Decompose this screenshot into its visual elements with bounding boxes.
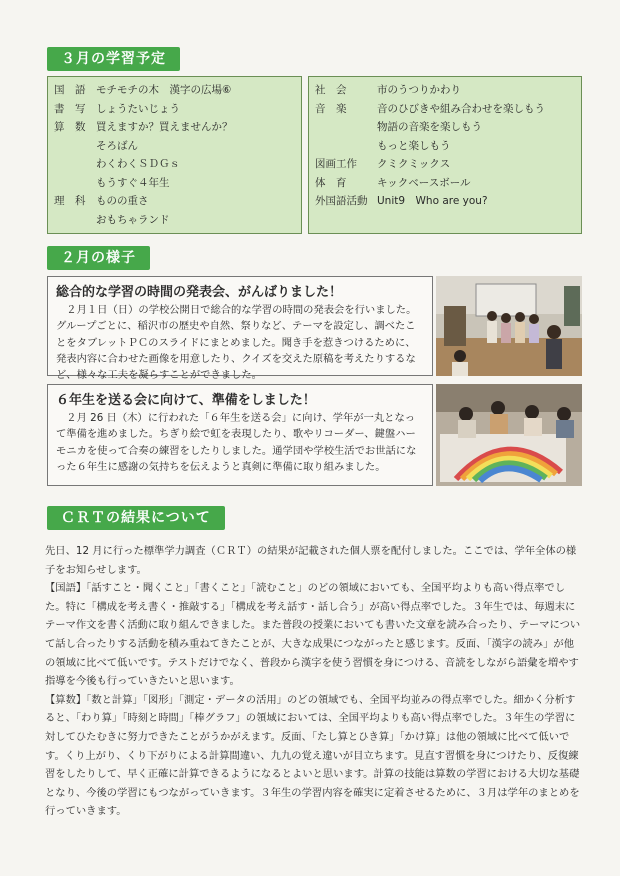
subject-label [54,155,96,174]
subject-label: 算 数 [54,121,86,133]
crt-japanese-paragraph: 【国語】「話すこと・聞くこと」「書くこと」「読むこと」のどの領域においても、全国平均よりも高い得点率でした。特に「構成を考え書く・推敲する」「構成を考え話す・話し合う」が高い得点率でした。３年生では、毎週末にテーマ作文を書く活動に取り組んできました。また普段の授業においても書いた文章を読み合ったり、テーマについて話し合ったりする活動を積み重ねてきたことが、大きな成果につながったと感じます。反面、「漢字の読み」が他の領域に比べて低いです。テストだけでなく、普段から漢字を使う習慣を身につける、音読をしながら語彙を増やす指導を今後も行っていきたいと思います。 [45,582,581,688]
subject-label: 書 写 [54,102,86,115]
march-plan-left-box [47,76,302,234]
plan-row [54,118,295,137]
plan-row [315,100,575,119]
plan-row [315,174,575,193]
subject-topic: もっと楽しもう [377,139,451,152]
plan-row [315,137,575,156]
plan-row [315,118,575,137]
march-plan-title: ３月の学習予定 [47,47,180,71]
subject-label: 理 科 [54,195,86,207]
classroom-presentation-image [436,276,582,376]
crt-intro-paragraph: 先日、12 月に行った標準学力調査（ＣＲＴ）の結果が記載された個人票を配付しました。ここでは、学年全体の様子をお知らせします。 [45,545,577,576]
subject-label: 体 育 [315,176,347,189]
subject-topic: しょうたいじょう [96,102,180,115]
subject-topic: おもちゃランド [96,213,170,226]
subject-label [315,118,377,137]
rainbow-artwork-image [436,384,582,486]
crt-math-paragraph: 【算数】「数と計算」「図形」「測定・データの活用」のどの領域でも、全国平均並みの得点率でした。細かく分析すると、「わり算」「時刻と時間」「棒グラフ」の領域においては、全国平均よりも高い得点率でした。３年生の学習に対してひたむきに努力できたことがうかがえます。反面、「たし算とひき算」「かけ算」は他の領域に比べて低いです。くり上がり、くり下がりによる計算間違い、九九の覚え違いが目立ちます。見直す習慣を身につけたり、反復練習をしたりして、早く正確に計算できるようになるとよいと思います。計算の技能は算数の学習における大切な基礎となり、今後の学習にもつながっていきます。３年生の学習内容を確実に定着させるために、３月は学年のまとめを行っていきます。 [45,693,580,818]
presentation-photo [436,276,582,376]
subject-label: 外国語活動 [315,195,368,207]
plan-row [54,81,295,100]
news-headline: 総合的な学習の時間の発表会、がんばりました！ [56,285,343,300]
farewell-prep-photo [436,384,582,486]
subject-label: 国 語 [54,84,86,96]
subject-topic: そろばん [96,139,138,152]
subject-label [54,211,96,230]
subject-topic: クミクミックス [377,158,451,170]
subject-topic: Unit9 Who are you? [377,195,488,207]
subject-topic: わくわくＳＤＧｓ [96,158,180,170]
plan-row [54,100,295,119]
news-item-presentation [47,276,433,382]
subject-label: 音 楽 [315,102,347,115]
plan-row [315,81,575,100]
crt-report [45,542,583,821]
subject-topic: キックベースボール [377,176,471,189]
crt-title: ＣＲＴの結果について [47,506,225,530]
plan-row [315,155,575,174]
plan-row [315,192,575,211]
subject-topic: 物語の音楽を楽しもう [377,121,482,133]
news-headline: ６年生を送る会に向けて、準備をしました！ [56,393,316,408]
subject-topic: 買えますか？買えませんか？ [96,121,233,133]
subject-topic: 音のひびきや組み合わせを楽しもう [377,102,545,115]
news-body: ２月 26 日（木）に行われた「６年生を送る会」に向け、学年が一丸となって準備を進めました。ちぎり絵で虹を表現したり、歌やリコーダー、鍵盤ハーモニカを使って合奏の練習をしたりしました。通学団や学校生活でお世話になった６年生に感謝の気持ちを伝えようと真剣に準備に取り組みました。 [56,412,417,473]
plan-row [54,192,295,211]
news-item-farewell-prep [47,384,433,486]
subject-topic: もうすぐ４年生 [96,176,170,189]
march-plan-right-box [308,76,582,234]
subject-label: 社 会 [315,84,347,96]
subject-label: 図画工作 [315,158,357,170]
plan-row [54,174,295,193]
subject-label [54,174,96,193]
subject-label [54,137,96,156]
news-body: ２月１日（日）の学校公開日で総合的な学習の時間の発表会を行いました。グループごとに、稲沢市の歴史や自然、祭りなど、テーマを設定し、調べたことをタブレットＰＣのスライドにまとめました。聞き手を惹きつけるために、発表内容に合わせた画像を用意したり、クイズを交えた原稿を考えたりするなど、様々な工夫を凝らすことができました。 [56,304,417,382]
subject-topic: ものの重さ [96,195,149,207]
february-title: ２月の様子 [47,246,150,270]
plan-row [54,137,295,156]
plan-row [54,211,295,230]
plan-row [54,155,295,174]
subject-topic: モチモチの木 漢字の広場⑥ [96,84,232,96]
subject-label [315,137,377,156]
subject-topic: 市のうつりかわり [377,84,461,96]
